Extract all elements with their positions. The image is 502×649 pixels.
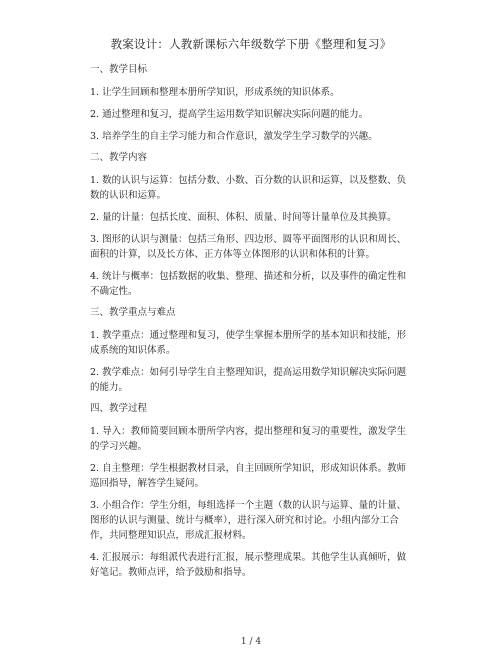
section-content bbox=[90, 151, 412, 299]
list-item: 3. 培养学生的自主学习能力和合作意识，激发学生学习数学的兴趣。 bbox=[90, 131, 378, 142]
section-heading: 一、教学目标 bbox=[90, 64, 148, 75]
list-item: 1. 数的认识与运算：包括分数、小数、百分数的认识和运算，以及整数、负数的认识和运算。 bbox=[90, 175, 407, 201]
list-item: 2. 通过整理和复习，提高学生运用数学知识解决实际问题的能力。 bbox=[90, 109, 369, 120]
list-item: 4. 汇报展示：每组派代表进行汇报，展示整理成果。其他学生认真倾听，做好笔记。教师点评，给予鼓励和指导。 bbox=[90, 552, 407, 578]
document-title: 教案设计：人教新课标六年级数学下册《整理和复习》 bbox=[110, 37, 392, 51]
section-objectives bbox=[90, 63, 412, 144]
list-item: 1. 让学生回顾和整理本册所学知识，形成系统的知识体系。 bbox=[90, 87, 340, 98]
page-number: 1 / 4 bbox=[240, 637, 262, 647]
section-heading: 三、教学重点与难点 bbox=[90, 307, 176, 318]
section-key-points bbox=[90, 306, 412, 395]
section-heading: 四、教学过程 bbox=[90, 403, 148, 414]
list-item: 3. 小组合作：学生分组，每组选择一个主题（数的认识与运算、量的计量、图形的认识与测量、统计与概率），进行深入研究和讨论。小组内部分工合作，共同整理知识点，形成汇报材料。 bbox=[90, 500, 407, 541]
list-item: 2. 自主整理：学生根据教材目录，自主回顾所学知识，形成知识体系。教师巡回指导，解答学生疑问。 bbox=[90, 463, 407, 489]
list-item: 2. 量的计量：包括长度、面积、体积、质量、时间等计量单位及其换算。 bbox=[90, 212, 397, 223]
section-heading: 二、教学内容 bbox=[90, 152, 148, 163]
section-process bbox=[90, 402, 412, 580]
list-item: 2. 教学难点：如何引导学生自主整理知识，提高运用数学知识解决实际问题的能力。 bbox=[90, 367, 407, 393]
list-item: 3. 图形的认识与测量：包括三角形、四边形、圆等平面图形的认识和周长、面积的计算，以及长方体、正方体等立体图形的认识和体积的计算。 bbox=[90, 234, 407, 260]
list-item: 1. 导入：教师简要回顾本册所学内容，提出整理和复习的重要性，激发学生的学习兴趣。 bbox=[90, 426, 407, 452]
list-item: 4. 统计与概率：包括数据的收集、整理、描述和分析，以及事件的确定性和不确定性。 bbox=[90, 271, 407, 297]
list-item: 1. 教学重点：通过整理和复习，使学生掌握本册所学的基本知识和技能，形成系统的知识体系。 bbox=[90, 330, 407, 356]
document-content bbox=[90, 36, 412, 587]
